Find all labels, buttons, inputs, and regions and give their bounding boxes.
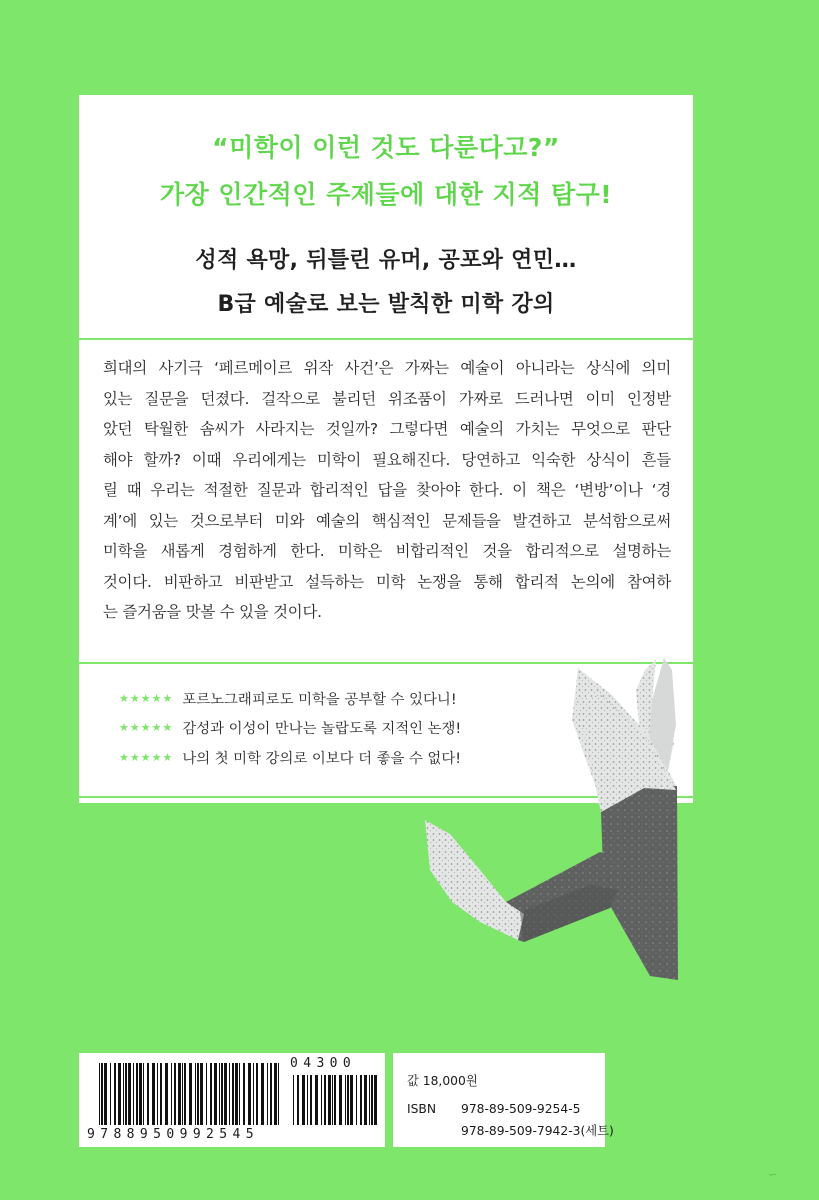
barcode-bar (178, 1063, 181, 1125)
barcode-bar (118, 1063, 121, 1125)
barcode-bar (328, 1075, 331, 1125)
barcode-box (79, 1053, 385, 1147)
barcode-bar (248, 1063, 251, 1125)
barcode-bar (206, 1063, 207, 1125)
isbn-label: ISBN (407, 1102, 437, 1116)
barcode-bar (270, 1063, 272, 1125)
barcode-bar (104, 1063, 107, 1125)
barcode-bar (334, 1075, 336, 1125)
barcode-bar (200, 1063, 203, 1125)
barcode-bar (128, 1063, 131, 1125)
description-line: 릴 때 우리는 적절한 질문과 합리적인 답을 찾아야 한다. 이 책은 ‘변방’이나 ‘경 (103, 481, 671, 499)
barcode-bar (221, 1063, 223, 1125)
barcode-bar (347, 1075, 349, 1125)
description-line: 것이다. 비판하고 비판받고 설득하는 미학 논쟁을 통해 합리적 논의에 참여하 (103, 572, 671, 591)
five-star-rating-icon: ★★★★★ (119, 720, 174, 734)
barcode-bar (297, 1075, 299, 1125)
barcode-bar (197, 1063, 199, 1125)
barcode-bar (110, 1063, 111, 1125)
subheadline-line-2: B급 예술로 보는 발칙한 미학 강의 (217, 292, 555, 317)
barcode-bar (350, 1075, 353, 1125)
price-isbn-box (393, 1053, 614, 1147)
barcode-bar (210, 1063, 212, 1125)
barcode-bar (369, 1075, 370, 1125)
barcode-bar (171, 1063, 172, 1125)
barcode-bar (224, 1063, 227, 1125)
barcode-bar (302, 1075, 305, 1125)
review-text: 감성과 이성이 만나는 놀랍도록 지적인 논쟁! (182, 720, 462, 737)
review-text: 포르노그래피로도 미학을 공부할 수 있다니! (182, 691, 457, 708)
barcode-bar (214, 1063, 217, 1125)
barcode-bar (278, 1063, 279, 1125)
barcode-bar (152, 1063, 155, 1125)
barcode-bar (267, 1063, 268, 1125)
barcode-bar (360, 1075, 362, 1125)
price-text: 값 18,000원 (407, 1074, 478, 1088)
review-item (119, 715, 461, 739)
barcode-bar (232, 1063, 234, 1125)
barcode-bar (332, 1075, 333, 1125)
barcode-bar (184, 1063, 186, 1125)
barcode-bar (256, 1063, 258, 1125)
barcode-bar (307, 1075, 308, 1125)
barcode-bar (261, 1063, 264, 1125)
description-line: 는 즐거움을 맛볼 수 있을 것이다. (103, 603, 322, 621)
barcode-bar (315, 1075, 318, 1125)
barcode-bar (321, 1075, 322, 1125)
barcode-bar (189, 1063, 192, 1125)
five-star-rating-icon: ★★★★★ (119, 691, 174, 705)
barcode-bar (243, 1063, 245, 1125)
barcode-bar (133, 1063, 134, 1125)
barcode-bar (219, 1063, 220, 1125)
barcode-bar (174, 1063, 176, 1125)
barcode-bar (182, 1063, 183, 1125)
barcode-bar (253, 1063, 254, 1125)
review-item (119, 745, 461, 769)
barcode-bar (165, 1063, 168, 1125)
isbn-set-number: 978-89-509-7942-3(세트) (461, 1124, 614, 1138)
description-line: 희대의 사기극 ‘페르메이르 위작 사건’은 가짜는 예술이 아니라는 상식에 의미 (103, 359, 671, 377)
description-line: 있는 질문을 던졌다. 걸작으로 불리던 위조품이 가짜로 드러나면 이미 인정받 (103, 389, 671, 408)
barcode-bar (195, 1063, 196, 1125)
barcode-bar (274, 1063, 277, 1125)
review-text: 나의 첫 미학 강의로 이보다 더 좋을 수 없다! (182, 750, 462, 767)
barcode-bar (101, 1063, 103, 1125)
barcode-bar (293, 1075, 294, 1125)
barcode-bar (324, 1075, 326, 1125)
barcode-bar (374, 1075, 377, 1125)
description-line: 계’에 있는 것으로부터 미와 예술의 핵심적인 문제들을 발견하고 분석함으로써 (103, 511, 671, 530)
description-line: 해야 할까? 이때 우리에게는 미학이 필요해진다. 당연하고 익숙한 상식이 흔들 (103, 450, 671, 469)
barcode-number: 9788950992545 (87, 1127, 259, 1142)
five-star-rating-icon: ★★★★★ (119, 750, 174, 764)
barcode-bar (114, 1063, 116, 1125)
subheadline-line-1: 성적 욕망, 뒤틀린 유머, 공포와 연민… (195, 248, 577, 273)
barcode-bar (136, 1063, 138, 1125)
broken-stone-illustration (420, 640, 680, 980)
barcode-bar (235, 1063, 238, 1125)
smudge-mark: ∽ (767, 1167, 778, 1182)
barcode-bar (229, 1063, 230, 1125)
barcode-bar (339, 1075, 342, 1125)
barcode-bar (157, 1063, 158, 1125)
barcode-bar (123, 1063, 124, 1125)
barcode-bar (364, 1075, 367, 1125)
barcode-bar (345, 1075, 346, 1125)
barcode-addon-number: 04300 (290, 1056, 357, 1071)
divider-top (79, 338, 693, 340)
barcode-bar (371, 1075, 373, 1125)
review-item (119, 686, 457, 710)
header-section (79, 95, 693, 338)
barcode-bar (147, 1063, 149, 1125)
barcode-bar (160, 1063, 162, 1125)
headline-line-1: “미학이 이런 것도 다룬다고?” (212, 133, 560, 162)
barcode-bar (143, 1063, 144, 1125)
barcode-bar (125, 1063, 127, 1125)
description-line: 미학을 새롭게 경험하게 한다. 미학은 비합리적인 것을 합리적으로 설명하는 (103, 542, 671, 560)
barcode-bar (239, 1063, 240, 1125)
barcode-bar (99, 1063, 100, 1125)
barcode-bar (139, 1063, 142, 1125)
headline-line-2: 가장 인간적인 주제들에 대한 지적 탐구! (159, 180, 613, 209)
description (103, 353, 671, 628)
isbn-volume-number: 978-89-509-9254-5 (461, 1102, 581, 1116)
barcode-bar (310, 1075, 312, 1125)
barcode-bar (356, 1075, 357, 1125)
description-line: 았던 탁월한 솜씨가 사라지는 것일까? 그렇다면 예술의 가치는 무엇으로 판단 (103, 420, 671, 438)
